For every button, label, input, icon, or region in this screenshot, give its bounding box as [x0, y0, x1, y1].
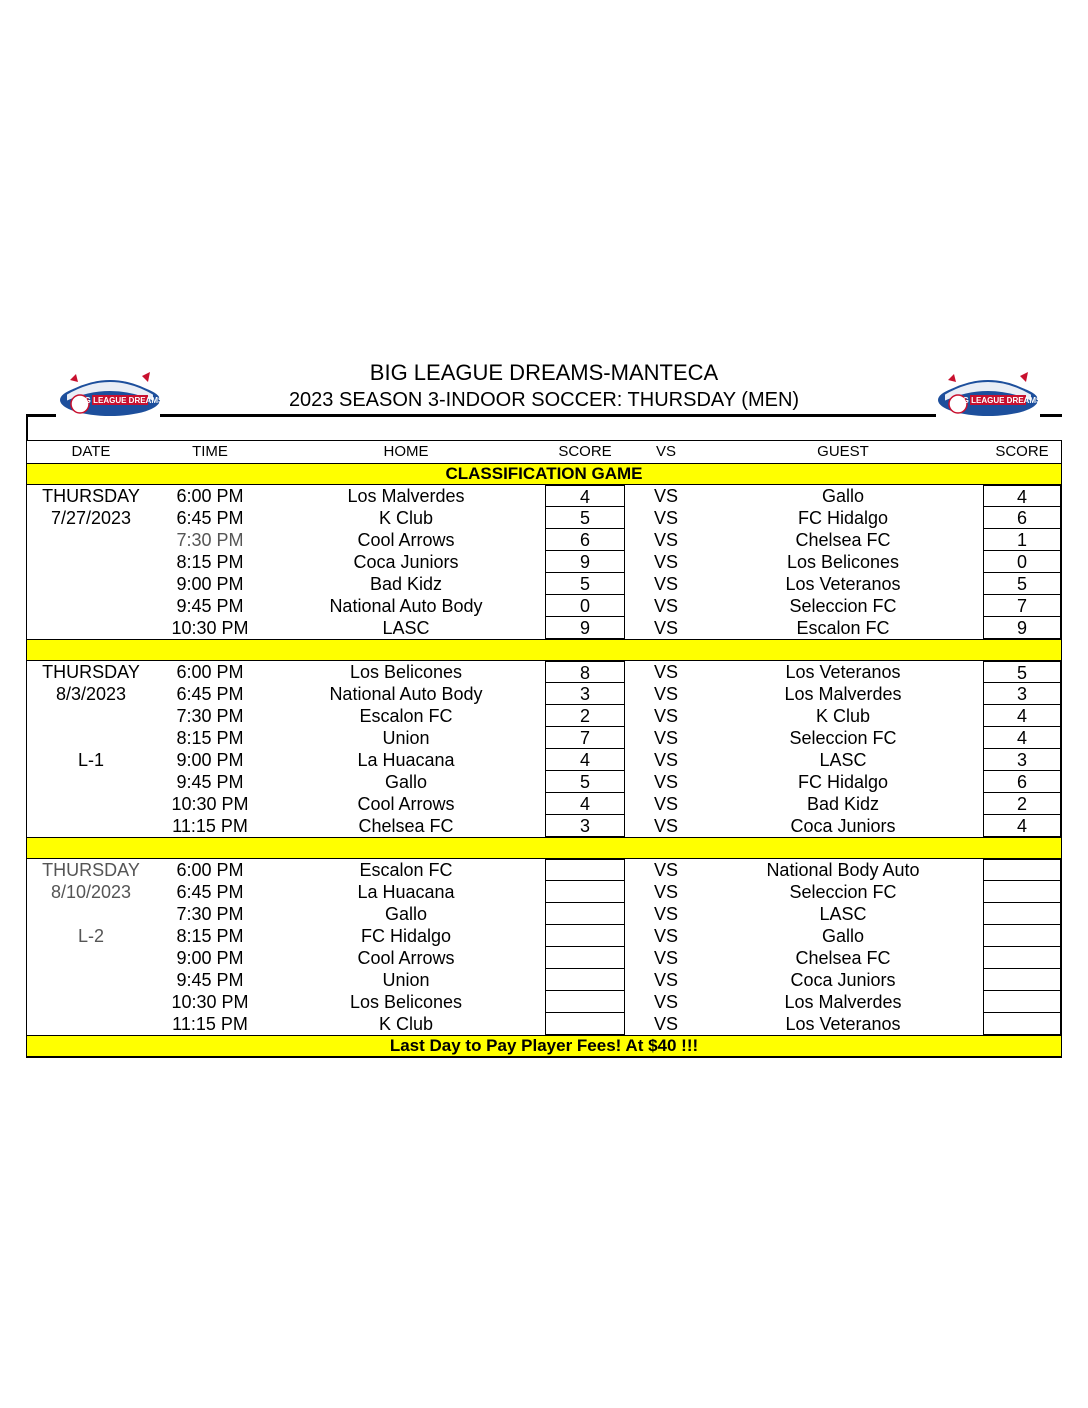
home-score-box — [545, 925, 625, 947]
col-vs: VS — [655, 443, 676, 460]
table-row — [27, 925, 1061, 947]
game-time: 9:00 PM — [176, 574, 244, 594]
guest-team: Gallo — [821, 926, 865, 946]
home-score-box: 3 — [545, 815, 625, 837]
game-time: 11:15 PM — [172, 1014, 248, 1034]
table-row — [27, 661, 1061, 683]
guest-score-box — [983, 947, 1061, 969]
table-row — [27, 991, 1061, 1013]
guest-score-box — [983, 881, 1061, 903]
guest-score-box: 3 — [983, 749, 1061, 771]
game-date — [27, 529, 155, 551]
home-score-box — [545, 947, 625, 969]
guest-team: Seleccion FC — [789, 596, 897, 616]
guest-score-box — [983, 859, 1061, 881]
guest-score-box: 7 — [983, 595, 1061, 617]
home-team: Los Belicones — [349, 662, 463, 682]
home-team: Cool Arrows — [357, 948, 455, 968]
col-guest-score: SCORE — [995, 443, 1049, 460]
home-team: Coca Juniors — [353, 552, 459, 572]
col-guest: GUEST — [817, 443, 869, 460]
game-date — [27, 947, 155, 969]
guest-team: Escalon FC — [796, 618, 890, 638]
game-date: 8/3/2023 — [55, 684, 127, 704]
home-score-box: 5 — [545, 507, 625, 529]
big-league-dreams-logo-left — [56, 364, 164, 422]
guest-score-box — [983, 991, 1061, 1013]
home-score-box: 4 — [545, 485, 625, 507]
game-time: 6:45 PM — [176, 882, 244, 902]
guest-score-box — [983, 1013, 1061, 1035]
game-date — [27, 969, 155, 991]
game-time: 9:00 PM — [176, 750, 244, 770]
title-rule-left — [26, 414, 56, 417]
home-team: Gallo — [384, 904, 428, 924]
guest-score-box: 1 — [983, 529, 1061, 551]
col-home: HOME — [383, 443, 429, 460]
game-date — [27, 991, 155, 1013]
guest-team: Los Veteranos — [785, 662, 901, 682]
game-date — [27, 793, 155, 815]
home-team: La Huacana — [357, 882, 455, 902]
home-team: National Auto Body — [329, 684, 483, 704]
vs-label: VS — [653, 508, 678, 528]
game-date — [27, 727, 155, 749]
home-score-box: 5 — [545, 573, 625, 595]
game-date: THURSDAY — [42, 486, 140, 506]
vs-label: VS — [653, 992, 678, 1012]
game-date — [27, 705, 155, 727]
vs-label: VS — [653, 970, 678, 990]
game-date — [27, 617, 155, 639]
schedule-table — [26, 440, 1062, 1058]
guest-score-box: 6 — [983, 771, 1061, 793]
guest-team: Los Malverdes — [784, 684, 902, 704]
game-time: 8:15 PM — [176, 926, 244, 946]
guest-score-box: 4 — [983, 815, 1061, 837]
vs-label: VS — [653, 706, 678, 726]
guest-score-box — [983, 969, 1061, 991]
table-row — [27, 573, 1061, 595]
guest-team: LASC — [819, 750, 867, 770]
home-score-box: 3 — [545, 683, 625, 705]
table-row — [27, 617, 1061, 639]
home-team: Los Malverdes — [347, 486, 465, 506]
game-time: 6:00 PM — [176, 860, 244, 880]
game-date — [27, 903, 155, 925]
table-row — [27, 683, 1061, 705]
big-league-dreams-logo-right — [934, 364, 1042, 422]
title-rule-middle — [160, 414, 936, 417]
home-team: Gallo — [384, 772, 428, 792]
guest-team: LASC — [819, 904, 867, 924]
footer-note-band: Last Day to Pay Player Fees! At $40 !!! — [27, 1035, 1061, 1057]
guest-team: Los Malverdes — [784, 992, 902, 1012]
home-team: K Club — [378, 508, 434, 528]
table-row — [27, 507, 1061, 529]
table-row — [27, 705, 1061, 727]
guest-score-box: 2 — [983, 793, 1061, 815]
vs-label: VS — [653, 574, 678, 594]
home-team: Cool Arrows — [357, 794, 455, 814]
home-team: Escalon FC — [359, 706, 453, 726]
home-score-box — [545, 969, 625, 991]
guest-team: FC Hidalgo — [797, 772, 889, 792]
home-team: LASC — [382, 618, 430, 638]
game-date: L-2 — [77, 926, 104, 946]
week-separator-band — [27, 639, 1061, 661]
game-date — [27, 771, 155, 793]
home-score-box: 5 — [545, 771, 625, 793]
game-time: 7:30 PM — [176, 530, 244, 550]
game-time: 6:45 PM — [176, 508, 244, 528]
guest-team: Coca Juniors — [790, 816, 896, 836]
home-team: Escalon FC — [359, 860, 453, 880]
home-score-box: 2 — [545, 705, 625, 727]
vs-label: VS — [653, 618, 678, 638]
guest-score-box: 4 — [983, 727, 1061, 749]
weeks-container — [27, 485, 1061, 1035]
game-time: 6:00 PM — [176, 662, 244, 682]
table-row — [27, 551, 1061, 573]
guest-team: National Body Auto — [766, 860, 920, 880]
home-score-box — [545, 1013, 625, 1035]
table-row — [27, 947, 1061, 969]
game-time: 10:30 PM — [171, 794, 249, 814]
table-row — [27, 1013, 1061, 1035]
title-rule-tick — [26, 414, 28, 440]
guest-team: FC Hidalgo — [797, 508, 889, 528]
vs-label: VS — [653, 860, 678, 880]
home-score-box — [545, 991, 625, 1013]
guest-team: K Club — [815, 706, 871, 726]
game-time: 6:00 PM — [176, 486, 244, 506]
table-row — [27, 595, 1061, 617]
home-score-box — [545, 881, 625, 903]
home-team: Cool Arrows — [357, 530, 455, 550]
guest-score-box: 6 — [983, 507, 1061, 529]
guest-team: Coca Juniors — [790, 970, 896, 990]
home-team: Union — [382, 970, 430, 990]
svg-text:BIG LEAGUE DREAMS: BIG LEAGUE DREAMS — [954, 396, 1042, 405]
vs-label: VS — [653, 926, 678, 946]
game-date — [27, 551, 155, 573]
home-score-box — [545, 903, 625, 925]
game-time: 8:15 PM — [176, 728, 244, 748]
guest-team: Seleccion FC — [789, 728, 897, 748]
home-score-box: 8 — [545, 661, 625, 683]
game-time: 10:30 PM — [171, 992, 249, 1012]
game-date — [27, 1013, 155, 1035]
table-row — [27, 859, 1061, 881]
col-time: TIME — [192, 443, 228, 460]
table-row — [27, 815, 1061, 837]
game-time: 9:45 PM — [176, 596, 244, 616]
table-row — [27, 903, 1061, 925]
home-team: National Auto Body — [329, 596, 483, 616]
home-score-box: 7 — [545, 727, 625, 749]
vs-label: VS — [653, 552, 678, 572]
vs-label: VS — [653, 684, 678, 704]
home-team: Union — [382, 728, 430, 748]
home-score-box: 9 — [545, 551, 625, 573]
game-time: 7:30 PM — [176, 706, 244, 726]
vs-label: VS — [653, 882, 678, 902]
table-row — [27, 727, 1061, 749]
guest-team: Bad Kidz — [806, 794, 880, 814]
guest-team: Seleccion FC — [789, 882, 897, 902]
vs-label: VS — [653, 662, 678, 682]
home-score-box: 6 — [545, 529, 625, 551]
home-team: Chelsea FC — [358, 816, 454, 836]
col-home-score: SCORE — [558, 443, 612, 460]
guest-score-box: 5 — [983, 661, 1061, 683]
guest-team: Gallo — [821, 486, 865, 506]
game-time: 6:45 PM — [176, 684, 244, 704]
home-team: K Club — [378, 1014, 434, 1034]
game-date: L-1 — [77, 750, 104, 770]
home-team: Los Belicones — [349, 992, 463, 1012]
guest-score-box: 4 — [983, 705, 1061, 727]
game-time: 7:30 PM — [176, 904, 244, 924]
guest-score-box — [983, 925, 1061, 947]
home-score-box — [545, 859, 625, 881]
vs-label: VS — [653, 794, 678, 814]
game-date: 7/27/2023 — [50, 508, 132, 528]
guest-team: Los Veteranos — [785, 1014, 901, 1034]
vs-label: VS — [653, 1014, 678, 1034]
table-row — [27, 969, 1061, 991]
vs-label: VS — [653, 596, 678, 616]
vs-label: VS — [653, 728, 678, 748]
table-row — [27, 771, 1061, 793]
table-row — [27, 749, 1061, 771]
vs-label: VS — [653, 948, 678, 968]
svg-text:BIG LEAGUE DREAMS: BIG LEAGUE DREAMS — [76, 396, 164, 405]
vs-label: VS — [653, 772, 678, 792]
col-date: DATE — [71, 443, 111, 460]
week-separator-band — [27, 837, 1061, 859]
vs-label: VS — [653, 750, 678, 770]
title-rule-right — [1040, 414, 1062, 417]
guest-score-box — [983, 903, 1061, 925]
home-team: FC Hidalgo — [360, 926, 452, 946]
home-score-box: 0 — [545, 595, 625, 617]
guest-team: Los Veteranos — [785, 574, 901, 594]
game-time: 8:15 PM — [176, 552, 244, 572]
vs-label: VS — [653, 486, 678, 506]
home-score-box: 4 — [545, 749, 625, 771]
home-team: La Huacana — [357, 750, 455, 770]
page-subtitle: 2023 SEASON 3-INDOOR SOCCER: THURSDAY (MEN) — [288, 389, 800, 411]
guest-score-box: 0 — [983, 551, 1061, 573]
game-time: 9:00 PM — [176, 948, 244, 968]
guest-team: Los Belicones — [786, 552, 900, 572]
game-time: 9:45 PM — [176, 772, 244, 792]
guest-score-box: 3 — [983, 683, 1061, 705]
table-row — [27, 881, 1061, 903]
guest-score-box: 5 — [983, 573, 1061, 595]
guest-score-box: 9 — [983, 617, 1061, 639]
game-date: THURSDAY — [42, 860, 140, 880]
home-team: Bad Kidz — [369, 574, 443, 594]
game-date — [27, 815, 155, 837]
game-date — [27, 595, 155, 617]
guest-score-box: 4 — [983, 485, 1061, 507]
home-score-box: 9 — [545, 617, 625, 639]
classification-band: CLASSIFICATION GAME — [27, 463, 1061, 485]
game-date: THURSDAY — [42, 662, 140, 682]
game-time: 10:30 PM — [171, 618, 249, 638]
vs-label: VS — [653, 530, 678, 550]
guest-team: Chelsea FC — [795, 948, 891, 968]
game-time: 11:15 PM — [172, 816, 248, 836]
home-score-box: 4 — [545, 793, 625, 815]
vs-label: VS — [653, 904, 678, 924]
guest-team: Chelsea FC — [795, 530, 891, 550]
vs-label: VS — [653, 816, 678, 836]
table-row — [27, 529, 1061, 551]
table-row — [27, 793, 1061, 815]
game-date: 8/10/2023 — [50, 882, 132, 902]
table-row — [27, 485, 1061, 507]
game-date — [27, 573, 155, 595]
page-title: BIG LEAGUE DREAMS-MANTECA — [369, 360, 719, 385]
column-header-row — [27, 441, 1061, 463]
game-time: 9:45 PM — [176, 970, 244, 990]
